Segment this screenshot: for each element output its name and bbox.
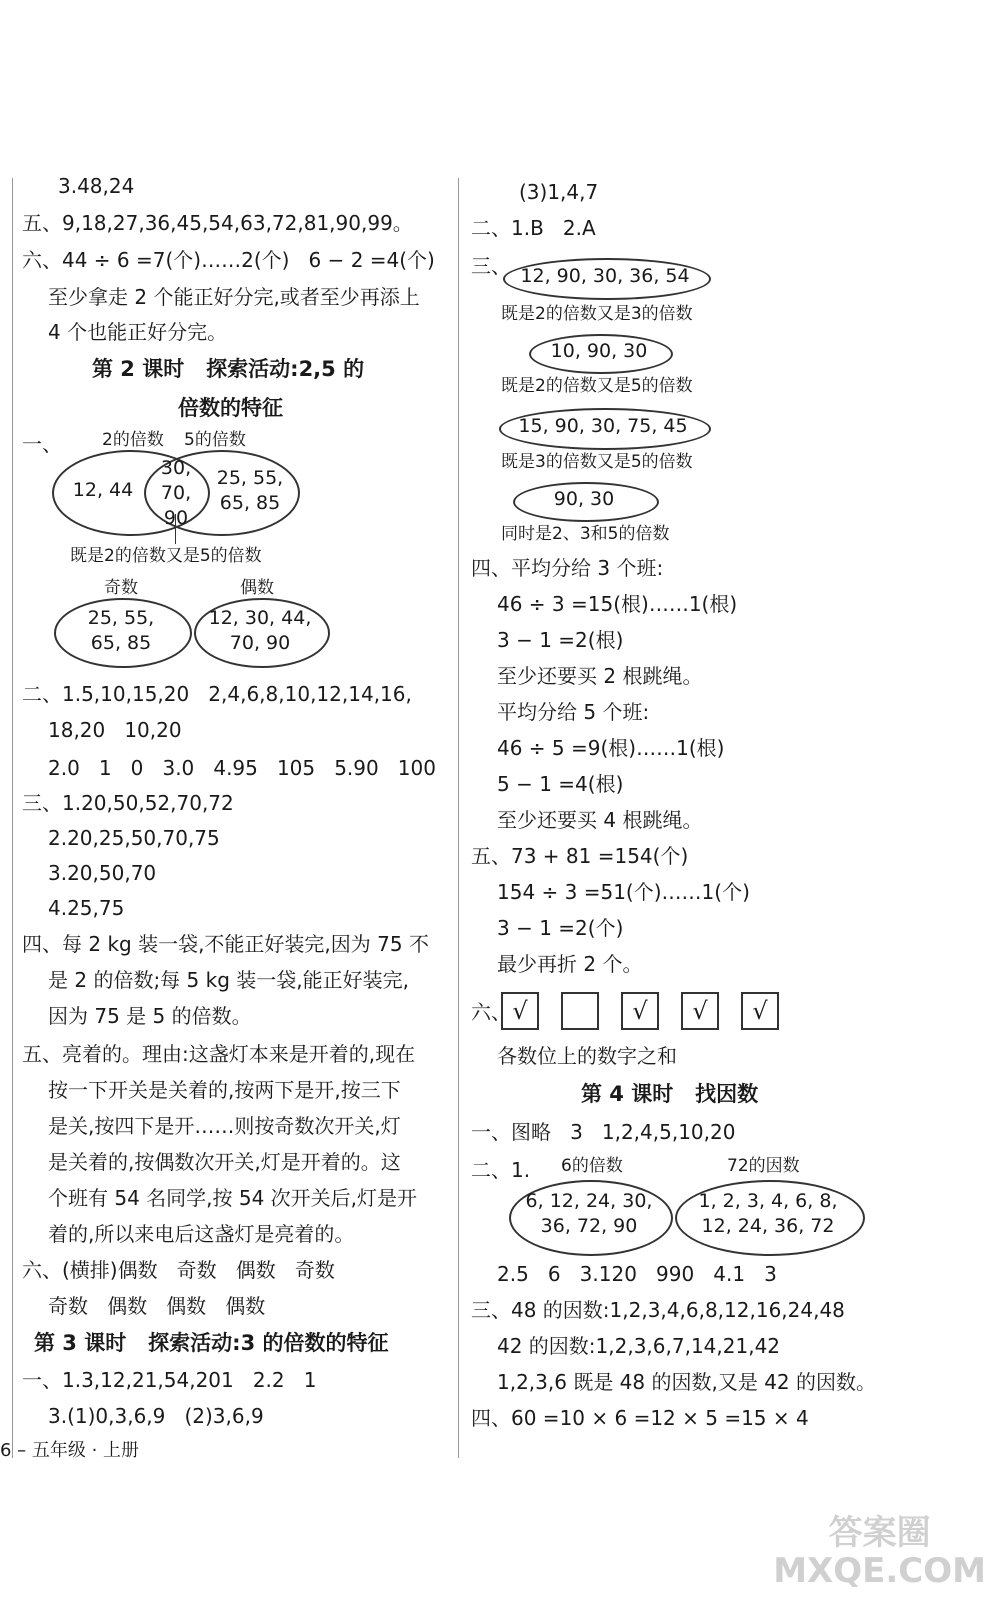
page-footer: 6 – 五年级 · 上册 — [0, 1440, 140, 1461]
answer-line: 四、每 2 kg 装一袋,不能正好装完,因为 75 不 — [22, 932, 429, 956]
answer-line: 4.25,75 — [48, 896, 125, 920]
check-box: √ — [681, 992, 719, 1030]
answer-line: 二、1.B 2.A — [471, 216, 596, 240]
column-divider-middle — [458, 178, 459, 1458]
answer-line: 是关,按四下是开……则按奇数次开关,灯 — [48, 1114, 401, 1138]
odd-numbers: 25, 55, 65, 85 — [87, 607, 155, 654]
answer-line: 四、平均分给 3 个班: — [471, 556, 664, 580]
answer-line: 一、图略 3 1,2,4,5,10,20 — [471, 1120, 736, 1144]
venn-pointer-line — [175, 514, 176, 544]
answer-line: 2.5 6 3.120 990 4.1 3 — [497, 1262, 777, 1286]
question-number: 二、1. — [471, 1158, 531, 1182]
answer-line: 42 的因数:1,2,3,6,7,14,21,42 — [497, 1334, 781, 1358]
oval-label-72: 72的因数 — [727, 1156, 800, 1176]
answer-line: 五、9,18,27,36,45,54,63,72,81,90,99。 — [22, 211, 413, 235]
answer-line: 一、1.3,12,21,54,201 2.2 1 — [22, 1368, 317, 1392]
answer-line: 18,20 10,20 — [48, 718, 182, 742]
oval-numbers: 15, 90, 30, 75, 45 — [518, 415, 688, 437]
oval-caption: 同时是2、3和5的倍数 — [501, 524, 670, 544]
answer-line: 五、73 + 81 =154(个) — [471, 844, 689, 868]
answer-line: 四、60 =10 × 6 =12 × 5 =15 × 4 — [471, 1406, 809, 1430]
answer-line: 3 − 1 =2(根) — [497, 628, 624, 652]
answer-line: 二、1.5,10,15,20 2,4,6,8,10,12,14,16, — [22, 682, 412, 706]
check-box: √ — [621, 992, 659, 1030]
answer-line: (3)1,4,7 — [519, 180, 599, 204]
check-box: √ — [741, 992, 779, 1030]
answer-line: 最少再折 2 个。 — [497, 952, 643, 976]
answer-line: 1,2,3,6 既是 48 的因数,又是 42 的因数。 — [497, 1370, 877, 1394]
venn-left-numbers: 12, 44 — [72, 479, 134, 501]
answer-line: 六、44 ÷ 6 =7(个)……2(个) 6 − 2 =4(个) — [22, 248, 435, 272]
question-number: 一、 — [22, 432, 62, 456]
answer-line: 奇数 偶数 偶数 偶数 — [48, 1294, 266, 1318]
odd-label: 奇数 — [104, 578, 138, 598]
answer-line: 4 个也能正好分完。 — [48, 320, 228, 344]
answer-line: 3.48,24 — [58, 174, 135, 198]
empty-box — [561, 992, 599, 1030]
answer-line: 个班有 54 名同学,按 54 次开关后,灯是开 — [48, 1186, 418, 1210]
answer-line: 2.20,25,50,70,75 — [48, 826, 220, 850]
answer-line: 是关着的,按偶数次开关,灯是开着的。这 — [48, 1150, 401, 1174]
question-number: 三、 — [471, 254, 511, 278]
oval-numbers: 12, 90, 30, 36, 54 — [520, 265, 690, 287]
oval-caption: 既是2的倍数又是5的倍数 — [501, 376, 693, 396]
oval-numbers: 90, 30 — [553, 488, 615, 510]
column-divider-left — [12, 178, 13, 1458]
answer-line: 是 2 的倍数;每 5 kg 装一袋,能正好装完, — [48, 968, 409, 992]
answer-line: 5 − 1 =4(根) — [497, 772, 624, 796]
venn-label-5: 5的倍数 — [184, 430, 246, 450]
answer-line: 46 ÷ 5 =9(根)……1(根) — [497, 736, 725, 760]
answer-line: 按一下开关是关着的,按两下是开,按三下 — [48, 1078, 401, 1102]
venn-right-numbers: 25, 55, 65, 85 — [216, 467, 284, 514]
oval-caption: 既是3的倍数又是5的倍数 — [501, 452, 693, 472]
answer-line: 六、(横排)偶数 奇数 偶数 奇数 — [22, 1258, 335, 1282]
watermark-logo: 答案圈 MXQE.COM — [773, 1513, 986, 1591]
answer-line: 3 − 1 =2(个) — [497, 916, 624, 940]
question-number: 六、 — [471, 1000, 511, 1024]
answer-line: 至少拿走 2 个能正好分完,或者至少再添上 — [48, 285, 420, 309]
answer-line: 平均分给 5 个班: — [497, 700, 650, 724]
answer-line: 三、48 的因数:1,2,3,4,6,8,12,16,24,48 — [471, 1298, 845, 1322]
section-heading: 第 4 课时 找因数 — [581, 1082, 759, 1106]
answer-line: 至少还要买 4 根跳绳。 — [497, 808, 703, 832]
oval-label-6: 6的倍数 — [561, 1156, 623, 1176]
answer-line: 三、1.20,50,52,70,72 — [22, 791, 234, 815]
venn-middle-numbers: 30, 70, 90 — [160, 457, 192, 529]
factors-of-72-numbers: 1, 2, 3, 4, 6, 8, 12, 24, 36, 72 — [698, 1190, 838, 1237]
oval-numbers: 10, 90, 30 — [550, 340, 648, 362]
answer-line: 3.20,50,70 — [48, 861, 157, 885]
answer-line: 至少还要买 2 根跳绳。 — [497, 664, 703, 688]
answer-line: 各数位上的数字之和 — [497, 1044, 677, 1068]
answer-line: 2.0 1 0 3.0 4.95 105 5.90 100 — [48, 756, 436, 780]
even-numbers: 12, 30, 44, 70, 90 — [208, 607, 312, 654]
multiples-of-6-numbers: 6, 12, 24, 30, 36, 72, 90 — [525, 1190, 653, 1237]
venn-caption: 既是2的倍数又是5的倍数 — [70, 546, 262, 566]
section-heading: 倍数的特征 — [178, 396, 283, 420]
check-box: √ — [501, 992, 539, 1030]
venn-label-2: 2的倍数 — [102, 430, 164, 450]
oval-caption: 既是2的倍数又是3的倍数 — [501, 304, 693, 324]
section-heading: 第 3 课时 探索活动:3 的倍数的特征 — [34, 1331, 389, 1355]
answer-line: 着的,所以来电后这盏灯是亮着的。 — [48, 1222, 355, 1246]
even-label: 偶数 — [240, 578, 274, 598]
answer-line: 五、亮着的。理由:这盏灯本来是开着的,现在 — [22, 1042, 416, 1066]
answer-line: 3.(1)0,3,6,9 (2)3,6,9 — [48, 1404, 264, 1428]
answer-line: 46 ÷ 3 =15(根)……1(根) — [497, 592, 738, 616]
section-heading: 第 2 课时 探索活动:2,5 的 — [92, 357, 365, 381]
answer-line: 154 ÷ 3 =51(个)……1(个) — [497, 880, 750, 904]
answer-line: 因为 75 是 5 的倍数。 — [48, 1004, 252, 1028]
